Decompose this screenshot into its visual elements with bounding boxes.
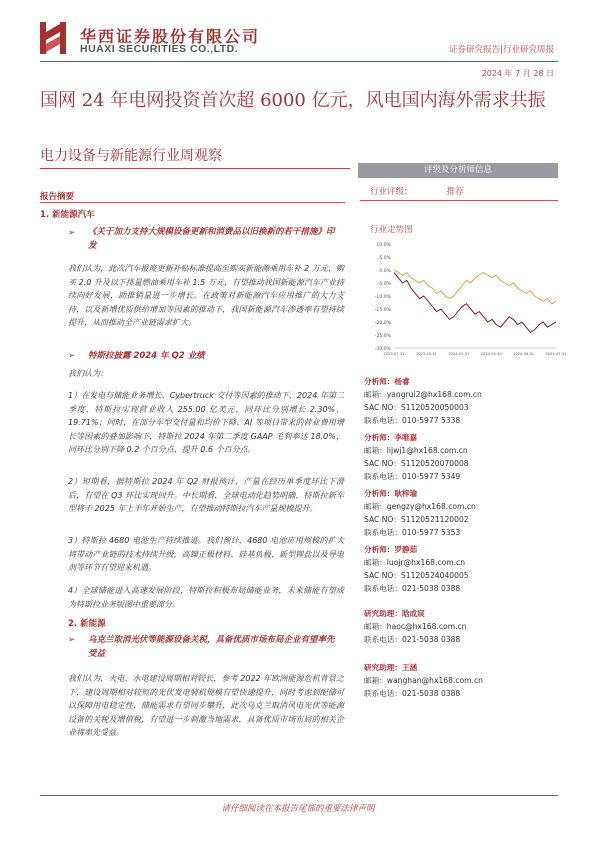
rating-divider — [360, 200, 558, 201]
report-date: 2024 年 7 月 28 日 — [481, 69, 554, 78]
analyst-role-line — [364, 661, 560, 674]
analyst-phone: 联系电话：010-5977 5338 — [364, 416, 461, 425]
analyst-role: 分析师： — [364, 377, 395, 386]
analyst-phone: 联系电话：021-5038 0388 — [364, 584, 461, 593]
section1-para1: 我们认为，此次汽车报废更新补贴标准提高至购买新能源乘用车补 2 万元、购买 2.0 升及以下排量燃油乘用车补 1.5 万元，有望推动我国新能源汽车产业持续向好发展，助推销量进一步增长。在政策对新能源汽车应用推广的大力支持，以及新增优质供给增加等因素的推动下，我国新能源汽车渗透率有望持续提升，从而推动全产业链需求扩大。 — [68, 264, 344, 328]
series-line-0 — [394, 273, 556, 333]
y-tick-label: -10.0% — [374, 295, 391, 300]
analyst-email[interactable]: 邮箱：gengzy@hx168.com.cn — [364, 502, 476, 511]
analyst-role: 研究助理： — [364, 609, 402, 618]
y-tick-label: 0.0% — [379, 269, 391, 274]
analyst-role: 分析师： — [364, 489, 395, 498]
analyst-email[interactable]: 邮箱：luojr@hx168.com.cn — [364, 558, 466, 567]
analyst-email[interactable]: 邮箱：wanghan@hx168.com.cn — [364, 676, 483, 685]
analyst-phone: 联系电话：021-5038 0388 — [364, 635, 461, 644]
analyst-role-line — [364, 543, 560, 556]
section2-para1: 我们认为，火电、水电建设周期相对较长，参考 2022 年欧洲能源危机背景之下，建设周期相对较短的光伏发电装机规模有望快速提升，同时考虑到配储可以保障用电稳定性，储能需求有望同步攀升，此次乌克兰取消风电光伏等能源设备的关税及增值税，有望进一步刺激当地需求，具备优质市场布局的相关企业将率先受益。 — [68, 674, 344, 738]
section1-para2: 我们认为： — [68, 369, 108, 378]
analyst-role-line — [364, 487, 560, 500]
arrow-icon: ➢ — [68, 351, 76, 361]
arrow-icon: ➢ — [68, 228, 76, 238]
analyst-name: 李唯嘉 — [394, 433, 418, 442]
x-tick-label: 2023-10-31 — [415, 352, 437, 356]
sidebar-header: 评级及分析师信息 — [358, 163, 558, 178]
footer-divider — [40, 795, 558, 796]
summary-heading: 报告摘要 — [40, 192, 75, 202]
analyst-card — [364, 607, 560, 646]
y-tick-label: -30.0% — [374, 347, 391, 352]
analyst-role: 研究助理： — [364, 663, 402, 672]
analyst-card — [364, 431, 560, 483]
section1-sub1: 《关于加力支持大规模设备更新和消费品以旧换新的若干措施》印发 — [88, 227, 335, 251]
series-line-1 — [394, 270, 556, 304]
chart-label: 行业走势图 — [370, 225, 413, 235]
company-name-en: HUAXI SECURITIES CO.,LTD. — [80, 43, 239, 55]
rating-value: 推荐 — [446, 187, 464, 197]
footer-disclaimer: 请仔细阅读在本报告尾部的重要法律声明 — [221, 804, 375, 814]
x-tick-label: 2024-01-31 — [448, 352, 470, 356]
y-tick-label: 5.0% — [379, 256, 391, 261]
analyst-card — [364, 375, 560, 427]
analyst-sac: SAC NO：S1120520050003 — [364, 403, 469, 412]
analyst-sac: SAC NO：S1120521120002 — [364, 515, 469, 524]
y-tick-label: 10.0% — [376, 243, 391, 248]
y-tick-label: -5.0% — [377, 282, 391, 287]
section1-para4: 2）短期看，据特斯拉 2024 年 Q2 财报预计，产量在经历单季度环比下滑后，有望在 Q3 环比实现回升。中长期看，全球电动化趋势明确，特斯拉新车型将于 2025 年上半年开始生产，有望推动特斯拉汽车产量规模提升。 — [68, 477, 344, 514]
analyst-role: 分析师： — [364, 433, 395, 442]
section2-heading: 2. 新能源 — [68, 619, 106, 629]
analyst-card — [364, 661, 560, 700]
report-subtitle: 电力设备与新能源行业周观察 — [40, 148, 222, 164]
x-tick-label: 2024-06-31 — [513, 352, 535, 356]
section1-heading: 1. 新能源汽车 — [40, 210, 95, 220]
analyst-role: 分析师： — [364, 545, 395, 554]
rating-label: 行业评级： — [370, 187, 413, 197]
industry-trend-chart — [364, 238, 567, 358]
analyst-sac: SAC NO：S1120520070008 — [364, 459, 469, 468]
summary-divider — [40, 202, 345, 203]
analyst-name: 晗成宸 — [401, 609, 425, 618]
section1-para5: 3）特斯拉 4680 电池生产持续推进。我们预计，4680 电池应用规模的扩大将带动产业链的技术持续升级，高镍正极材料、硅基负极、新型锂盐以及导电剂等环节有望迎来机遇。 — [68, 536, 344, 573]
y-tick-label: -25.0% — [374, 334, 391, 339]
huaxi-logo-icon — [40, 22, 66, 54]
report-title: 国网 24 年电网投资首次超 6000 亿元，风电国内海外需求共振 — [40, 90, 546, 111]
analyst-role-line — [364, 375, 560, 388]
analyst-role-line — [364, 607, 560, 620]
section1-para6: 4）全球储能进入高速发展阶段，特斯拉积极布局储能业务，未来储能有望成为特斯拉业务版图中重要部分。 — [68, 586, 344, 609]
analyst-email[interactable]: 邮箱：yangrui2@hx168.com.cn — [364, 390, 482, 399]
rating-row — [370, 185, 498, 197]
x-tick-label: 2024-07-31 — [545, 352, 567, 356]
subtitle-divider — [40, 168, 350, 169]
analyst-name: 耿梓瑜 — [394, 489, 418, 498]
analyst-name: 杨睿 — [394, 377, 410, 386]
analyst-phone: 联系电话：010-5977 5349 — [364, 472, 461, 481]
analyst-card — [364, 543, 560, 595]
analyst-phone: 联系电话：010-5977 5353 — [364, 528, 461, 537]
analyst-card — [364, 487, 560, 539]
analyst-phone: 联系电话：021-5038 0388 — [364, 689, 461, 698]
analyst-email[interactable]: 邮箱：haoc@hx168.com.cn — [364, 622, 467, 631]
analyst-role-line — [364, 431, 560, 444]
y-tick-label: -15.0% — [374, 308, 391, 313]
header-divider — [40, 61, 558, 62]
section1-para3: 1）在发电与储能业务增长、Cybertruck 交付等因素的推动下，2024 年第二季度，特斯拉实现营业收入 255.00 亿美元，同环比分别增长 2.30%、19.71%；同时，在部分车型交付量和均价下降、AI 等项目带来的营业费用增长等因素的叠加影响下，特斯拉 2024 年第二季度 GAAP 毛利率达 18.0%，同环比分别下降 0.2 个百分点、提升 0.6 个百分点。 — [68, 391, 344, 455]
analyst-email[interactable]: 邮箱：lijwj1@hx168.com.cn — [364, 446, 468, 455]
x-tick-label: 2023-07-31 — [383, 352, 405, 356]
analyst-sac: SAC NO：S1120524040005 — [364, 571, 469, 580]
analyst-name: 王涵 — [401, 663, 418, 672]
y-tick-label: -20.0% — [374, 321, 391, 326]
analyst-name: 罗静茹 — [394, 545, 418, 554]
section2-sub1: 乌克兰取消光伏等能源设备关税，具备优质市场布局企业有望率先受益 — [88, 635, 335, 659]
company-name-cn: 华西证券股份有限公司 — [80, 27, 261, 46]
arrow-icon: ➢ — [68, 635, 76, 645]
report-type: 证券研究报告|行业研究周报 — [449, 45, 554, 55]
section1-sub2: 特斯拉披露 2024 年 Q2 业绩 — [88, 351, 205, 361]
x-tick-label: 2024-04-30 — [480, 352, 502, 356]
